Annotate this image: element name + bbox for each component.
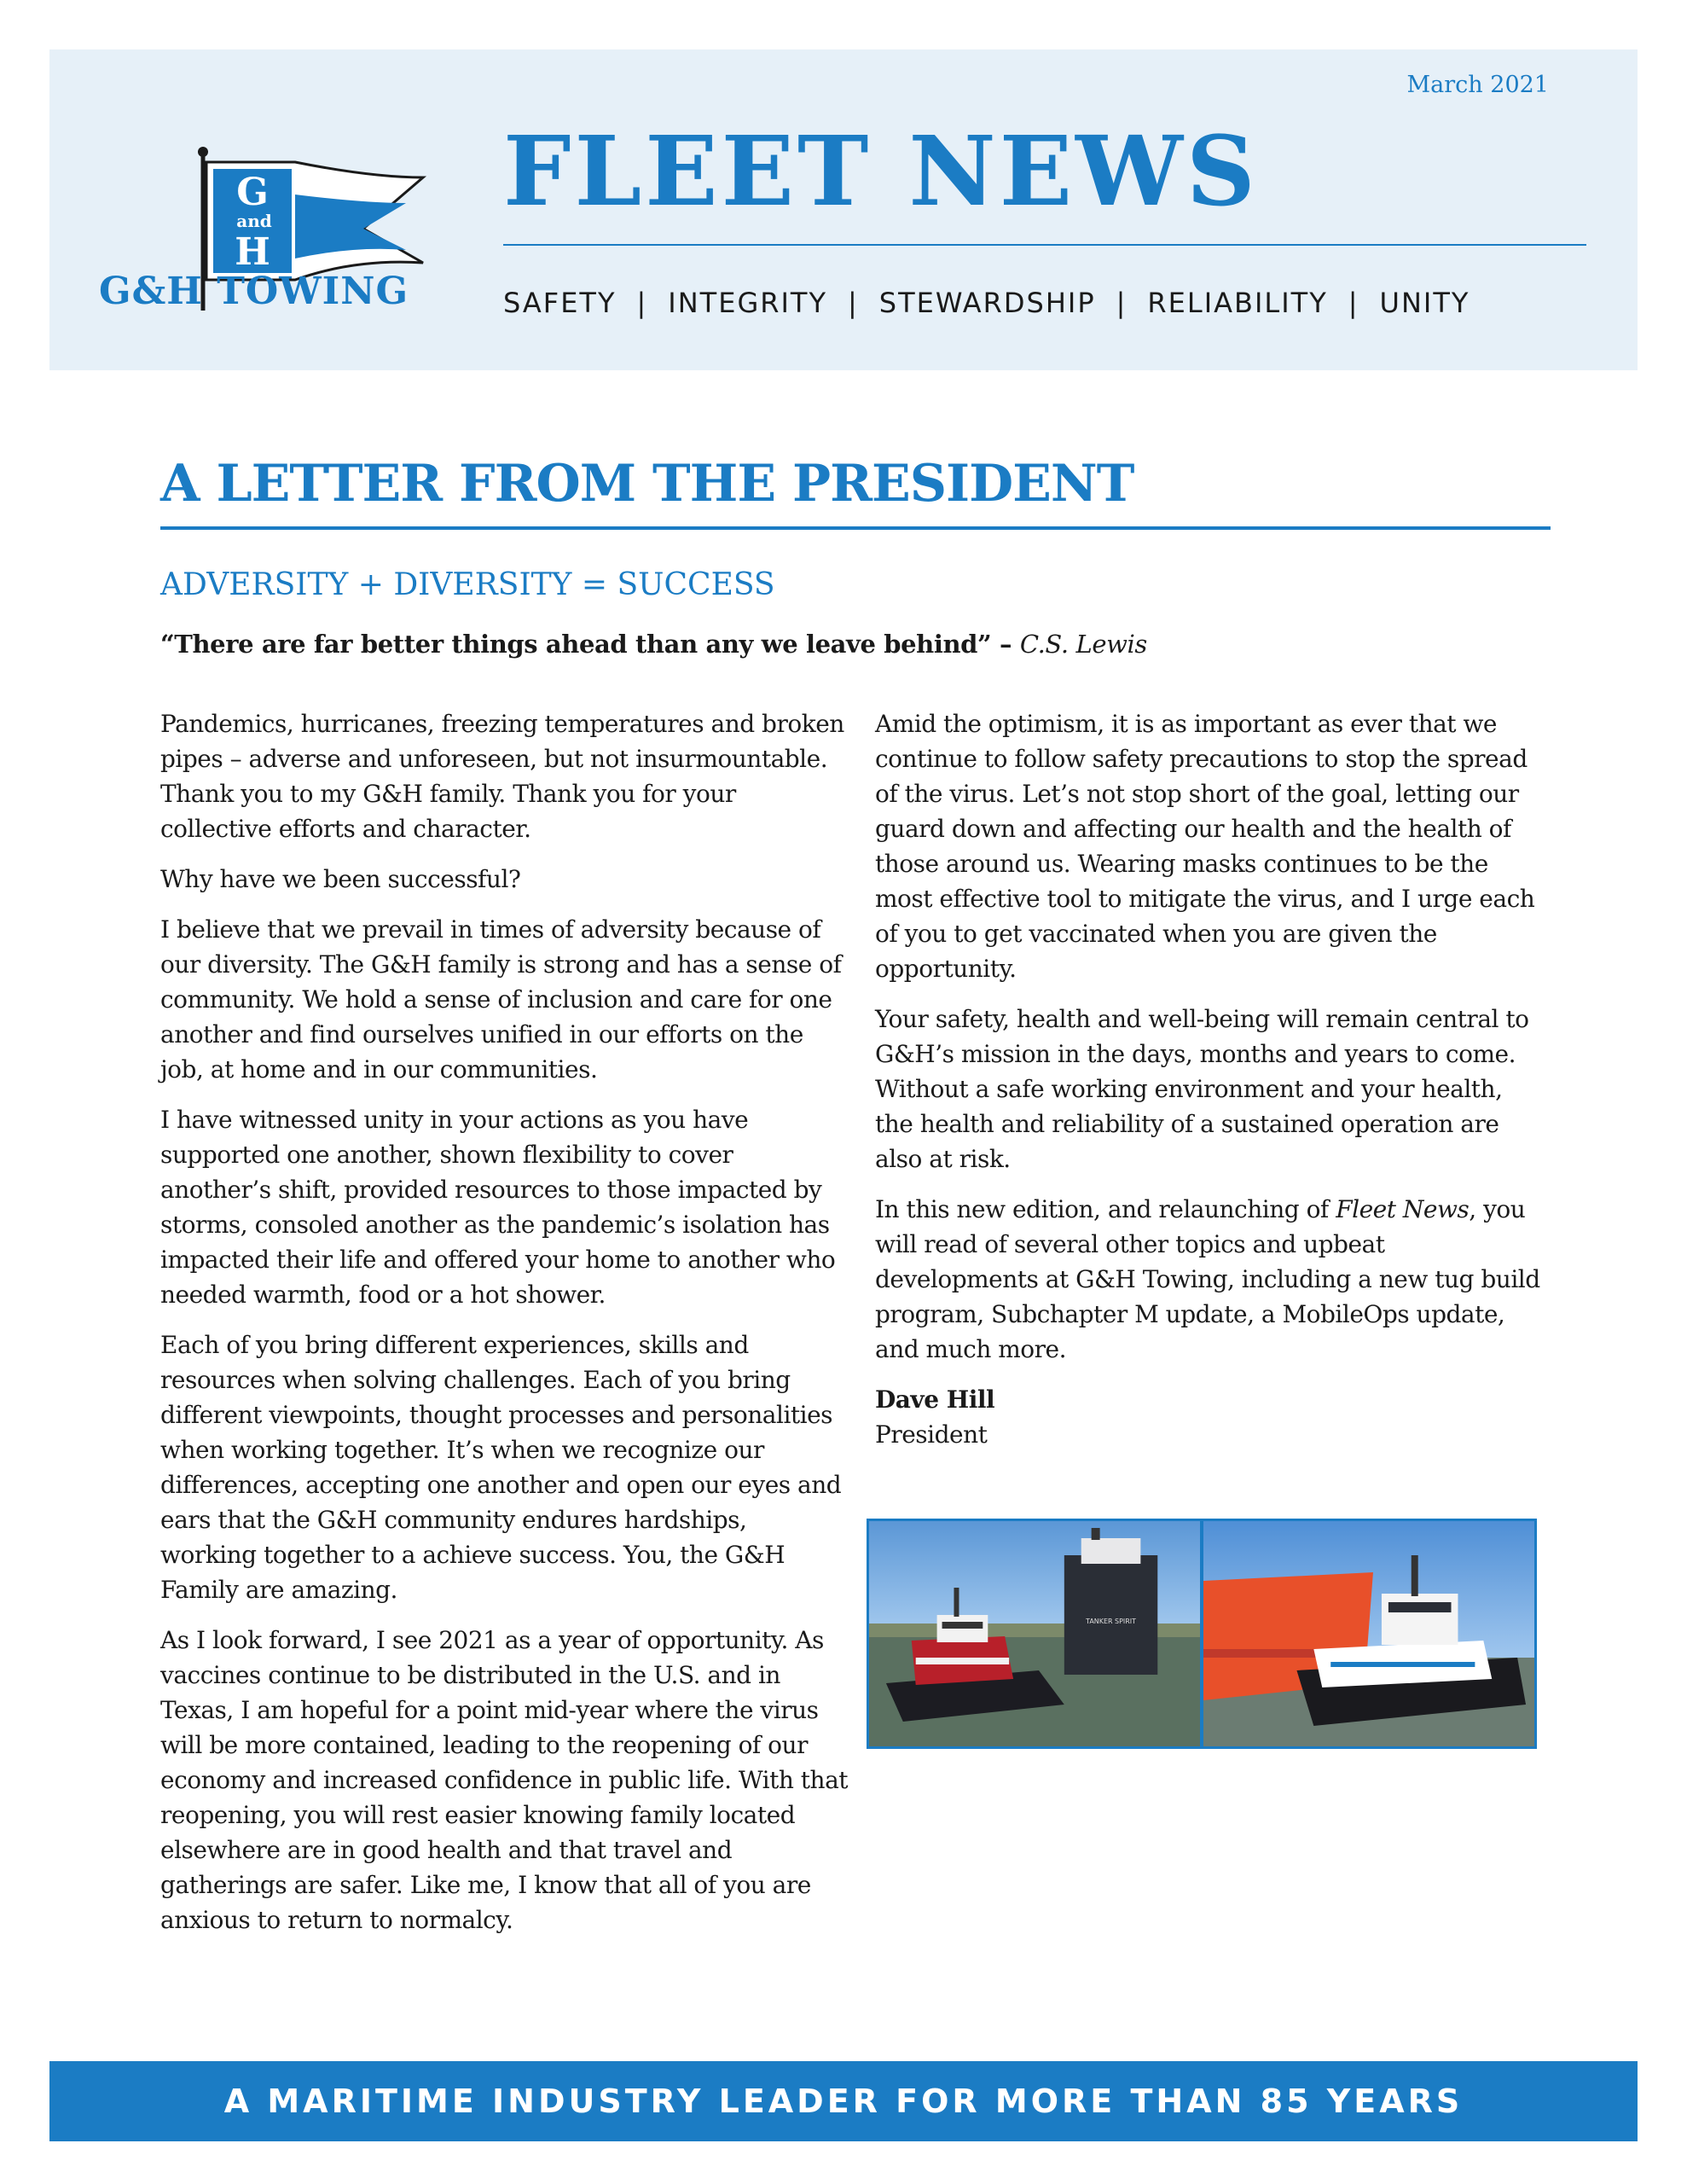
value-separator: | — [1116, 287, 1128, 319]
article-headline: A LETTER FROM THE PRESIDENT — [160, 454, 1134, 514]
logo-letter-bottom: H — [235, 230, 270, 274]
signature-title: President — [875, 1420, 988, 1449]
value-unity: UNITY — [1379, 287, 1470, 319]
paragraph: Pandemics, hurricanes, freezing temperatures and broken pipes – adverse and unforeseen, but not insurmountable. Thank you to my G&H family. Thank you for your collective efforts and character. — [160, 710, 844, 843]
issue-date: March 2021 — [1406, 72, 1549, 98]
logo-letter-top: G — [236, 171, 269, 214]
value-integrity: INTEGRITY — [668, 287, 827, 319]
paragraph: Your safety, health and well-being will remain central to G&H’s mission in the days, months and years to come. Without a safe working environment and your health, the health and reliability of a sustained operation are also at risk. — [875, 1005, 1529, 1173]
logo-letter-middle: and — [236, 211, 272, 231]
value-separator: | — [636, 287, 648, 319]
quote-text: “There are far better things ahead than any we leave behind” – — [160, 630, 1012, 659]
value-safety: SAFETY — [503, 287, 617, 319]
paragraph: Each of you bring different experiences, skills and resources when solving challenges. Each of you bring different viewpoints, thought processes and personalities when working together. It’s when we recognize our differences, accepting one another and open our eyes and ears that the G&H community endures hardships, working together to a achieve success. You, the G&H Family are amazing. — [160, 1331, 842, 1604]
value-reliability: RELIABILITY — [1147, 287, 1328, 319]
footer-banner — [49, 2061, 1638, 2141]
value-stewardship: STEWARDSHIP — [878, 287, 1096, 319]
paragraph-edition — [875, 1192, 1540, 1367]
tugboat-photo-right — [1203, 1521, 1534, 1746]
quote-author: C.S. Lewis — [1019, 630, 1147, 659]
tugboat-photos — [867, 1519, 1537, 1749]
paragraph: I have witnessed unity in your actions as you have supported one another, shown flexibility to cover another’s shift, provided resources to those impacted by storms, consoled another as the pandemic’s isolation has impacted their life and offered your home to another who needed warmth, food or a hot shower. — [160, 1106, 836, 1309]
newsletter-title: FLEET NEWS — [503, 116, 1259, 228]
article-subheadline: ADVERSITY + DIVERSITY = SUCCESS — [160, 567, 775, 602]
ship-name-text: TANKER SPIRIT — [1086, 1617, 1136, 1626]
signature-name: Dave Hill — [875, 1385, 995, 1414]
value-separator: | — [1348, 287, 1359, 319]
masthead-divider — [503, 244, 1586, 246]
value-separator: | — [848, 287, 859, 319]
paragraph: As I look forward, I see 2021 as a year of opportunity. As vaccines continue to be distributed in the U.S. and in Texas, I am hopeful for a point mid-year where the virus will be more contained, leading to the reopening of our economy and increased confidence in public life. With that reopening, you will rest easier knowing family located elsewhere are in good health and that travel and gatherings are safer. Like me, I know that all of you are anxious to return to normalcy. — [160, 1626, 849, 1934]
article-column-left — [160, 706, 849, 1953]
article-column-right — [875, 706, 1540, 1452]
tugboat-photo-left — [869, 1521, 1200, 1746]
paragraph: I believe that we prevail in times of adversity because of our diversity. The G&H family is strong and has a sense of community. We hold a sense of inclusion and care for one another and find ourselves unified in our efforts on the job, at home and in our communities. — [160, 915, 842, 1083]
edition-intro: In this new edition, and relaunching of — [875, 1195, 1329, 1223]
footer-tagline: A MARITIME INDUSTRY LEADER FOR MORE THAN 85 YEARS — [223, 2082, 1464, 2120]
paragraph: Amid the optimism, it is as important as ever that we continue to follow safety precautions to stop the spread of the virus. Let’s not stop short of the goal, letting our guard down and affecting our health and the health of those around us. Wearing masks continues to be the most effective tool to mitigate the virus, and I urge each of you to get vaccinated when you are given the opportunity. — [875, 710, 1535, 983]
headline-divider — [160, 526, 1551, 530]
article-quote — [160, 630, 1147, 659]
edition-rest: , you will read of several other topics and upbeat developments at G&H Towing, including a new tug build program, Subchapter M update, a MobileOps update, and much more. — [875, 1195, 1540, 1363]
company-name: G&H TOWING — [99, 270, 409, 313]
paragraph: Why have we been successful? — [160, 865, 521, 893]
company-values — [503, 282, 1591, 324]
masthead-banner — [49, 49, 1638, 370]
edition-title: Fleet News — [1336, 1195, 1470, 1223]
